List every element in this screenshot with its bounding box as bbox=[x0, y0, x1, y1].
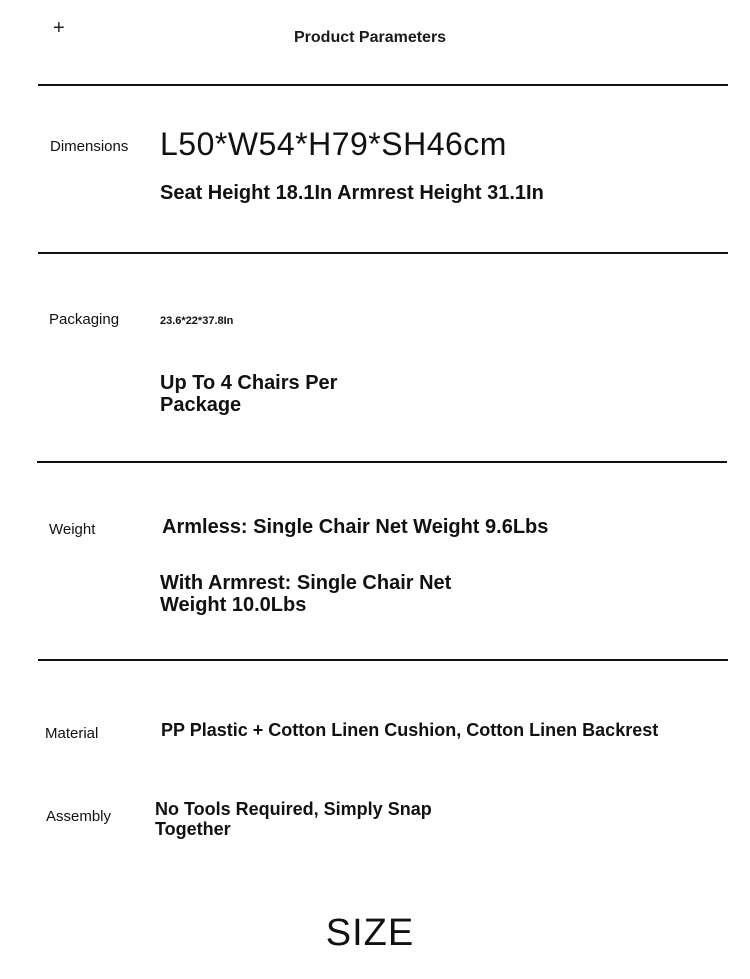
material-value: PP Plastic + Cotton Linen Cushion, Cotton Linen Backrest bbox=[161, 720, 659, 740]
dimensions-value: L50*W54*H79*SH46cm bbox=[160, 126, 507, 162]
divider bbox=[38, 84, 728, 86]
divider bbox=[37, 461, 727, 463]
material-label: Material bbox=[45, 725, 99, 742]
page-title: Product Parameters bbox=[294, 29, 447, 46]
assembly-value-line2: Together bbox=[155, 819, 231, 839]
weight-armless-value: Armless: Single Chair Net Weight 9.6Lbs bbox=[162, 516, 549, 538]
packaging-sub-line1: Up To 4 Chairs Per bbox=[160, 372, 338, 394]
packaging-value: 23.6*22*37.8In bbox=[160, 315, 234, 327]
assembly-label: Assembly bbox=[46, 808, 112, 825]
assembly-value-line1: No Tools Required, Simply Snap bbox=[155, 799, 432, 819]
packaging-sub-line2: Package bbox=[160, 394, 242, 416]
weight-armrest-line2: Weight 10.0Lbs bbox=[160, 594, 307, 616]
weight-label: Weight bbox=[49, 521, 96, 538]
dimensions-label: Dimensions bbox=[50, 138, 129, 155]
dimensions-sub-value: Seat Height 18.1In Armrest Height 31.1In bbox=[160, 182, 544, 204]
divider bbox=[38, 252, 728, 254]
weight-armrest-line1: With Armrest: Single Chair Net bbox=[160, 572, 452, 594]
size-section-title: SIZE bbox=[325, 912, 415, 954]
plus-icon: + bbox=[53, 17, 65, 39]
packaging-label: Packaging bbox=[49, 311, 120, 328]
divider bbox=[38, 659, 728, 661]
